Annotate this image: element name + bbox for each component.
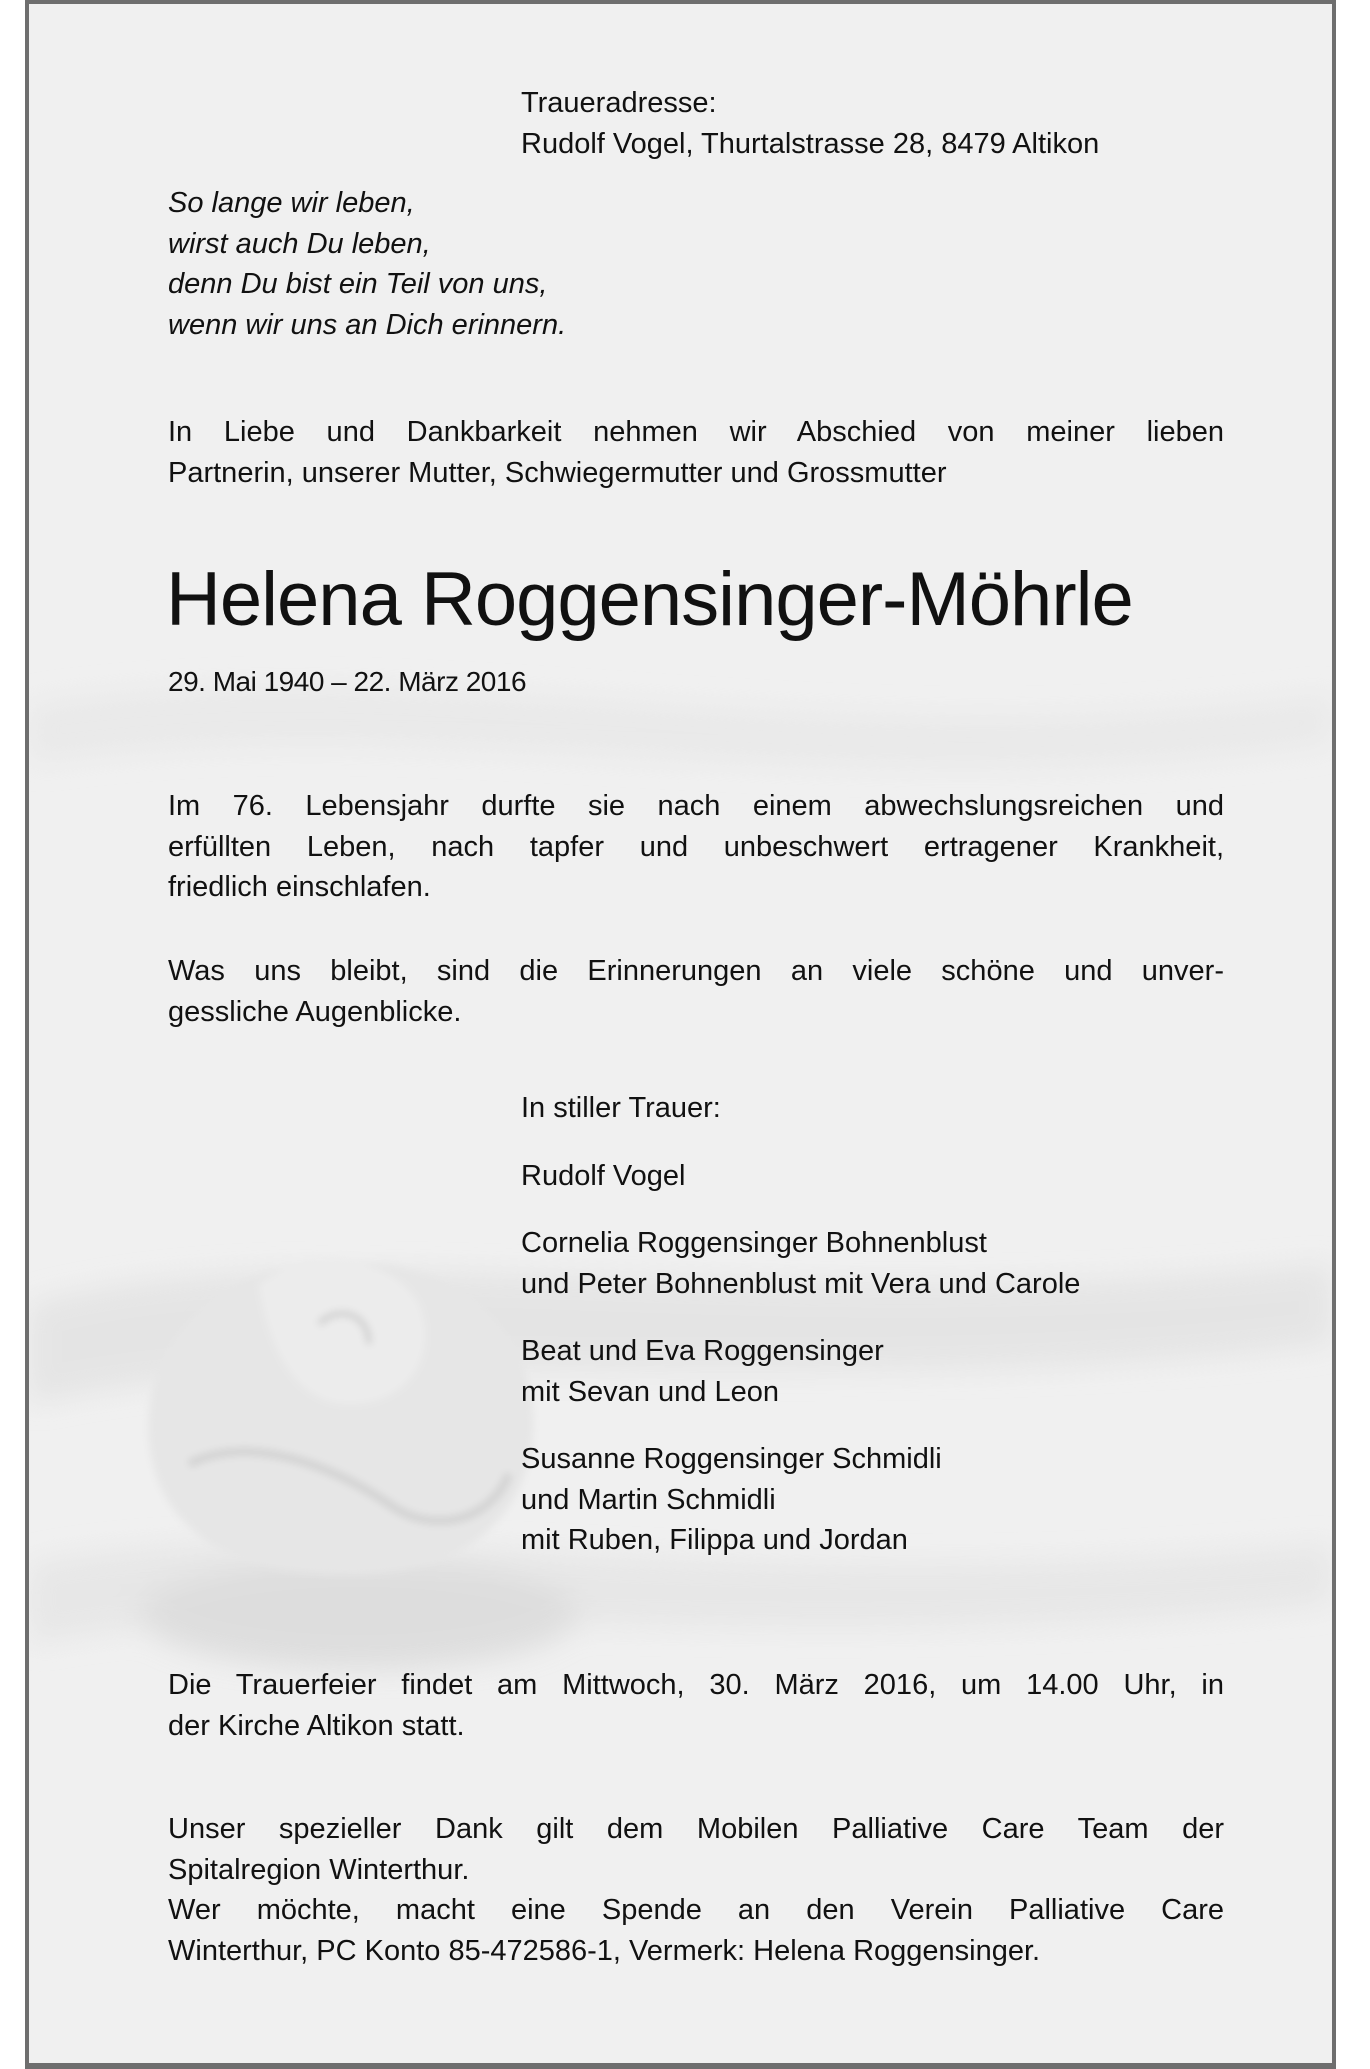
text-line: Die Trauerfeier findet am Mittwoch, 30. März 2016, um 14.00 Uhr, in bbox=[168, 1669, 1224, 1701]
text-line: der Kirche Altikon statt. bbox=[168, 1709, 465, 1742]
text-line: Partnerin, unserer Mutter, Schwiegermutter und Grossmutter bbox=[168, 456, 947, 489]
mourner-line: und Peter Bohnenblust mit Vera und Carole bbox=[521, 1267, 1081, 1300]
mourner-line: mit Ruben, Filippa und Jordan bbox=[521, 1524, 908, 1556]
paragraph-life bbox=[168, 786, 1224, 908]
mourner-line: Susanne Roggensinger Schmidli bbox=[521, 1443, 942, 1475]
mourner-line: mit Sevan und Leon bbox=[521, 1375, 779, 1408]
poem-line: wirst auch Du leben, bbox=[168, 227, 431, 260]
text-line: Wer möchte, macht eine Spende an den Verein Palliative Care bbox=[168, 1894, 1224, 1926]
poem bbox=[168, 183, 566, 345]
mourner-group bbox=[521, 1439, 1080, 1561]
poem-line: denn Du bist ein Teil von uns, bbox=[168, 268, 548, 300]
mourners-heading: In stiller Trauer: bbox=[521, 1092, 721, 1124]
text-line: gessliche Augenblicke. bbox=[168, 995, 462, 1028]
text-line: Was uns bleibt, sind die Erinnerungen an viele schöne und unver- bbox=[168, 955, 1224, 987]
mourner-line: Beat und Eva Roggensinger bbox=[521, 1335, 884, 1367]
obituary-notice bbox=[25, 0, 1336, 2069]
address-block bbox=[521, 83, 1099, 164]
mourner-line: Cornelia Roggensinger Bohnenblust bbox=[521, 1227, 987, 1259]
text-line: Spitalregion Winterthur. bbox=[168, 1853, 470, 1886]
thanks-and-donation bbox=[168, 1809, 1224, 1971]
intro-text bbox=[168, 412, 1224, 493]
mourner-line: Rudolf Vogel bbox=[521, 1159, 686, 1192]
mourners-list bbox=[521, 1088, 1080, 1588]
address-value: Rudolf Vogel, Thurtalstrasse 28, 8479 Altikon bbox=[521, 127, 1100, 160]
mourner-group bbox=[521, 1331, 1080, 1412]
deceased-name: Helena Roggensinger-Möhrle bbox=[166, 557, 1133, 642]
address-label: Traueradresse: bbox=[521, 87, 717, 119]
life-dates: 29. Mai 1940 – 22. März 2016 bbox=[168, 666, 527, 697]
mourner-group bbox=[521, 1223, 1080, 1304]
poem-line: wenn wir uns an Dich erinnern. bbox=[168, 308, 567, 341]
poem-line: So lange wir leben, bbox=[168, 187, 415, 219]
mourner-line: und Martin Schmidli bbox=[521, 1483, 776, 1516]
text-line: In Liebe und Dankbarkeit nehmen wir Abschied von meiner lieben bbox=[168, 416, 1224, 448]
text-line: erfüllten Leben, nach tapfer und unbeschwert ertragener Krankheit, bbox=[168, 830, 1224, 863]
text-line: Im 76. Lebensjahr durfte sie nach einem abwechslungsreichen und bbox=[168, 790, 1224, 822]
mourner-group bbox=[521, 1156, 1080, 1197]
paragraph-memories bbox=[168, 951, 1224, 1032]
text-line: Unser spezieller Dank gilt dem Mobilen Palliative Care Team der bbox=[168, 1813, 1224, 1845]
text-line: friedlich einschlafen. bbox=[168, 871, 431, 903]
ceremony-info bbox=[168, 1665, 1224, 1746]
rose-icon bbox=[148, 1259, 533, 1574]
text-line: Winterthur, PC Konto 85-472586-1, Vermerk: Helena Roggensinger. bbox=[168, 1934, 1041, 1967]
